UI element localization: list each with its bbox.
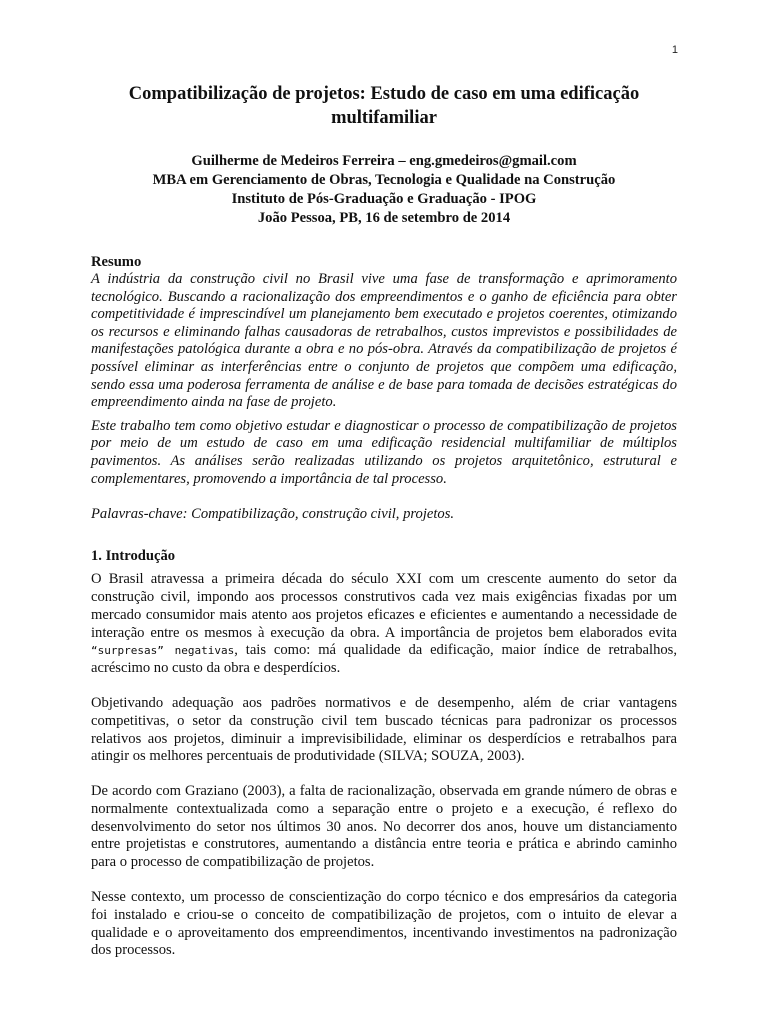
abstract-heading: Resumo [91, 254, 142, 270]
page-number: 1 [671, 44, 678, 56]
place-date-line: João Pessoa, PB, 16 de setembro de 2014 [257, 210, 511, 226]
author-block [91, 152, 677, 228]
intro-paragraph-1-text-b: , tais como: má qualidade da edificação, maior índice de retrabalhos, acréscimo no custo da obra e desperdícios. [91, 642, 677, 677]
abstract-paragraph-2: Este trabalho tem como objetivo estudar e diagnosticar o processo de compatibilização de projetos por meio de um estudo de caso em uma edificação residencial multifamiliar de múltiplos pavimentos. As análises serão realizadas utilizando os projetos arquitetônico, estrutural e complementares, promovendo a importância de tal processo. [91, 417, 677, 487]
intro-paragraph-3: De acordo com Graziano (2003), a falta de racionalização, observada em grande número de obras e normalmente contextualizada como a separação entre o projeto e a execução, é reflexo do desenvolvimento do setor nos últimos 30 anos. No decorrer dos anos, houve um distanciamento entre projetistas e construtores, aumentando a distância entre teoria e prática e abrindo caminho para o processo de compatibilização de projetos. [91, 783, 677, 871]
keywords [91, 506, 677, 523]
intro-paragraph-1-text-a: O Brasil atravessa a primeira década do século XXI com um crescente aumento do setor da construção civil, impondo aos processos construtivos cada vez mais exigências fixadas por um mercado consumidor mais atento aos projetos eficazes e eficientes e aumentando a necessidade de interação entre os mesmos à execução da obra. A importância de projetos bem elaborados evita [91, 571, 677, 641]
keywords-text: : Compatibilização, construção civil, projetos. [182, 506, 455, 523]
intro-paragraph-2: Objetivando adequação aos padrões normativos e de desempenho, além de criar vantagens competitivas, o setor da construção civil tem buscado técnicas para padronizar os processos relativos aos projetos, diminuir a imprevisibilidade, eliminar os desperdícios e retrabalhos para atingir os melhores percentuais de produtividade (SILVA; SOUZA, 2003). [91, 694, 677, 765]
intro-paragraph-4: Nesse contexto, um processo de conscientização do corpo técnico e dos empresários da categoria foi instalado e criou-se o conceito de compatibilização de projetos, com o intuito de elevar a qualidade e o aproveitamento dos empreendimentos, incentivando investimentos na padronização dos processos. [91, 889, 677, 959]
program-line: MBA em Gerenciamento de Obras, Tecnologia e Qualidade na Construção [152, 172, 616, 188]
author-line: Guilherme de Medeiros Ferreira – eng.gmedeiros@gmail.com [191, 153, 577, 169]
keywords-label: Palavras-chave [91, 506, 183, 523]
page-content [91, 82, 677, 977]
paper-title-line-1: Compatibilização de projetos: Estudo de caso em uma edificação [128, 84, 640, 104]
section-heading-introduction: 1. Introdução [91, 548, 176, 565]
abstract-paragraph-1: A indústria da construção civil no Brasil vive uma fase de transformação e aprimoramento tecnológico. Buscando a racionalização dos empreendimentos e o ganho de eficiência para obter competitividade é imprescindível um planejamento bem executado e projetos coerentes, otimizando os recursos e eliminando falhas causadoras de retrabalhos, custos imprevistos e possibilidades de manifestações patológica durante a obra e no pós-obra. Através da compatibilização de projetos é possível eliminar as interferências entre o conjunto de projetos que compõem uma edificação, sendo essa uma poderosa ferramenta de análise e de base para tomada de decisões estratégicas do empreendimento ainda na fase de projeto. [91, 271, 677, 411]
paper-title [91, 82, 677, 130]
intro-paragraph-1 [91, 571, 677, 678]
paper-title-line-2: multifamiliar [331, 108, 437, 128]
intro-paragraph-1-quote: “surpresas” negativas [91, 644, 235, 658]
institute-line: Instituto de Pós-Graduação e Graduação - IPOG [231, 191, 537, 207]
